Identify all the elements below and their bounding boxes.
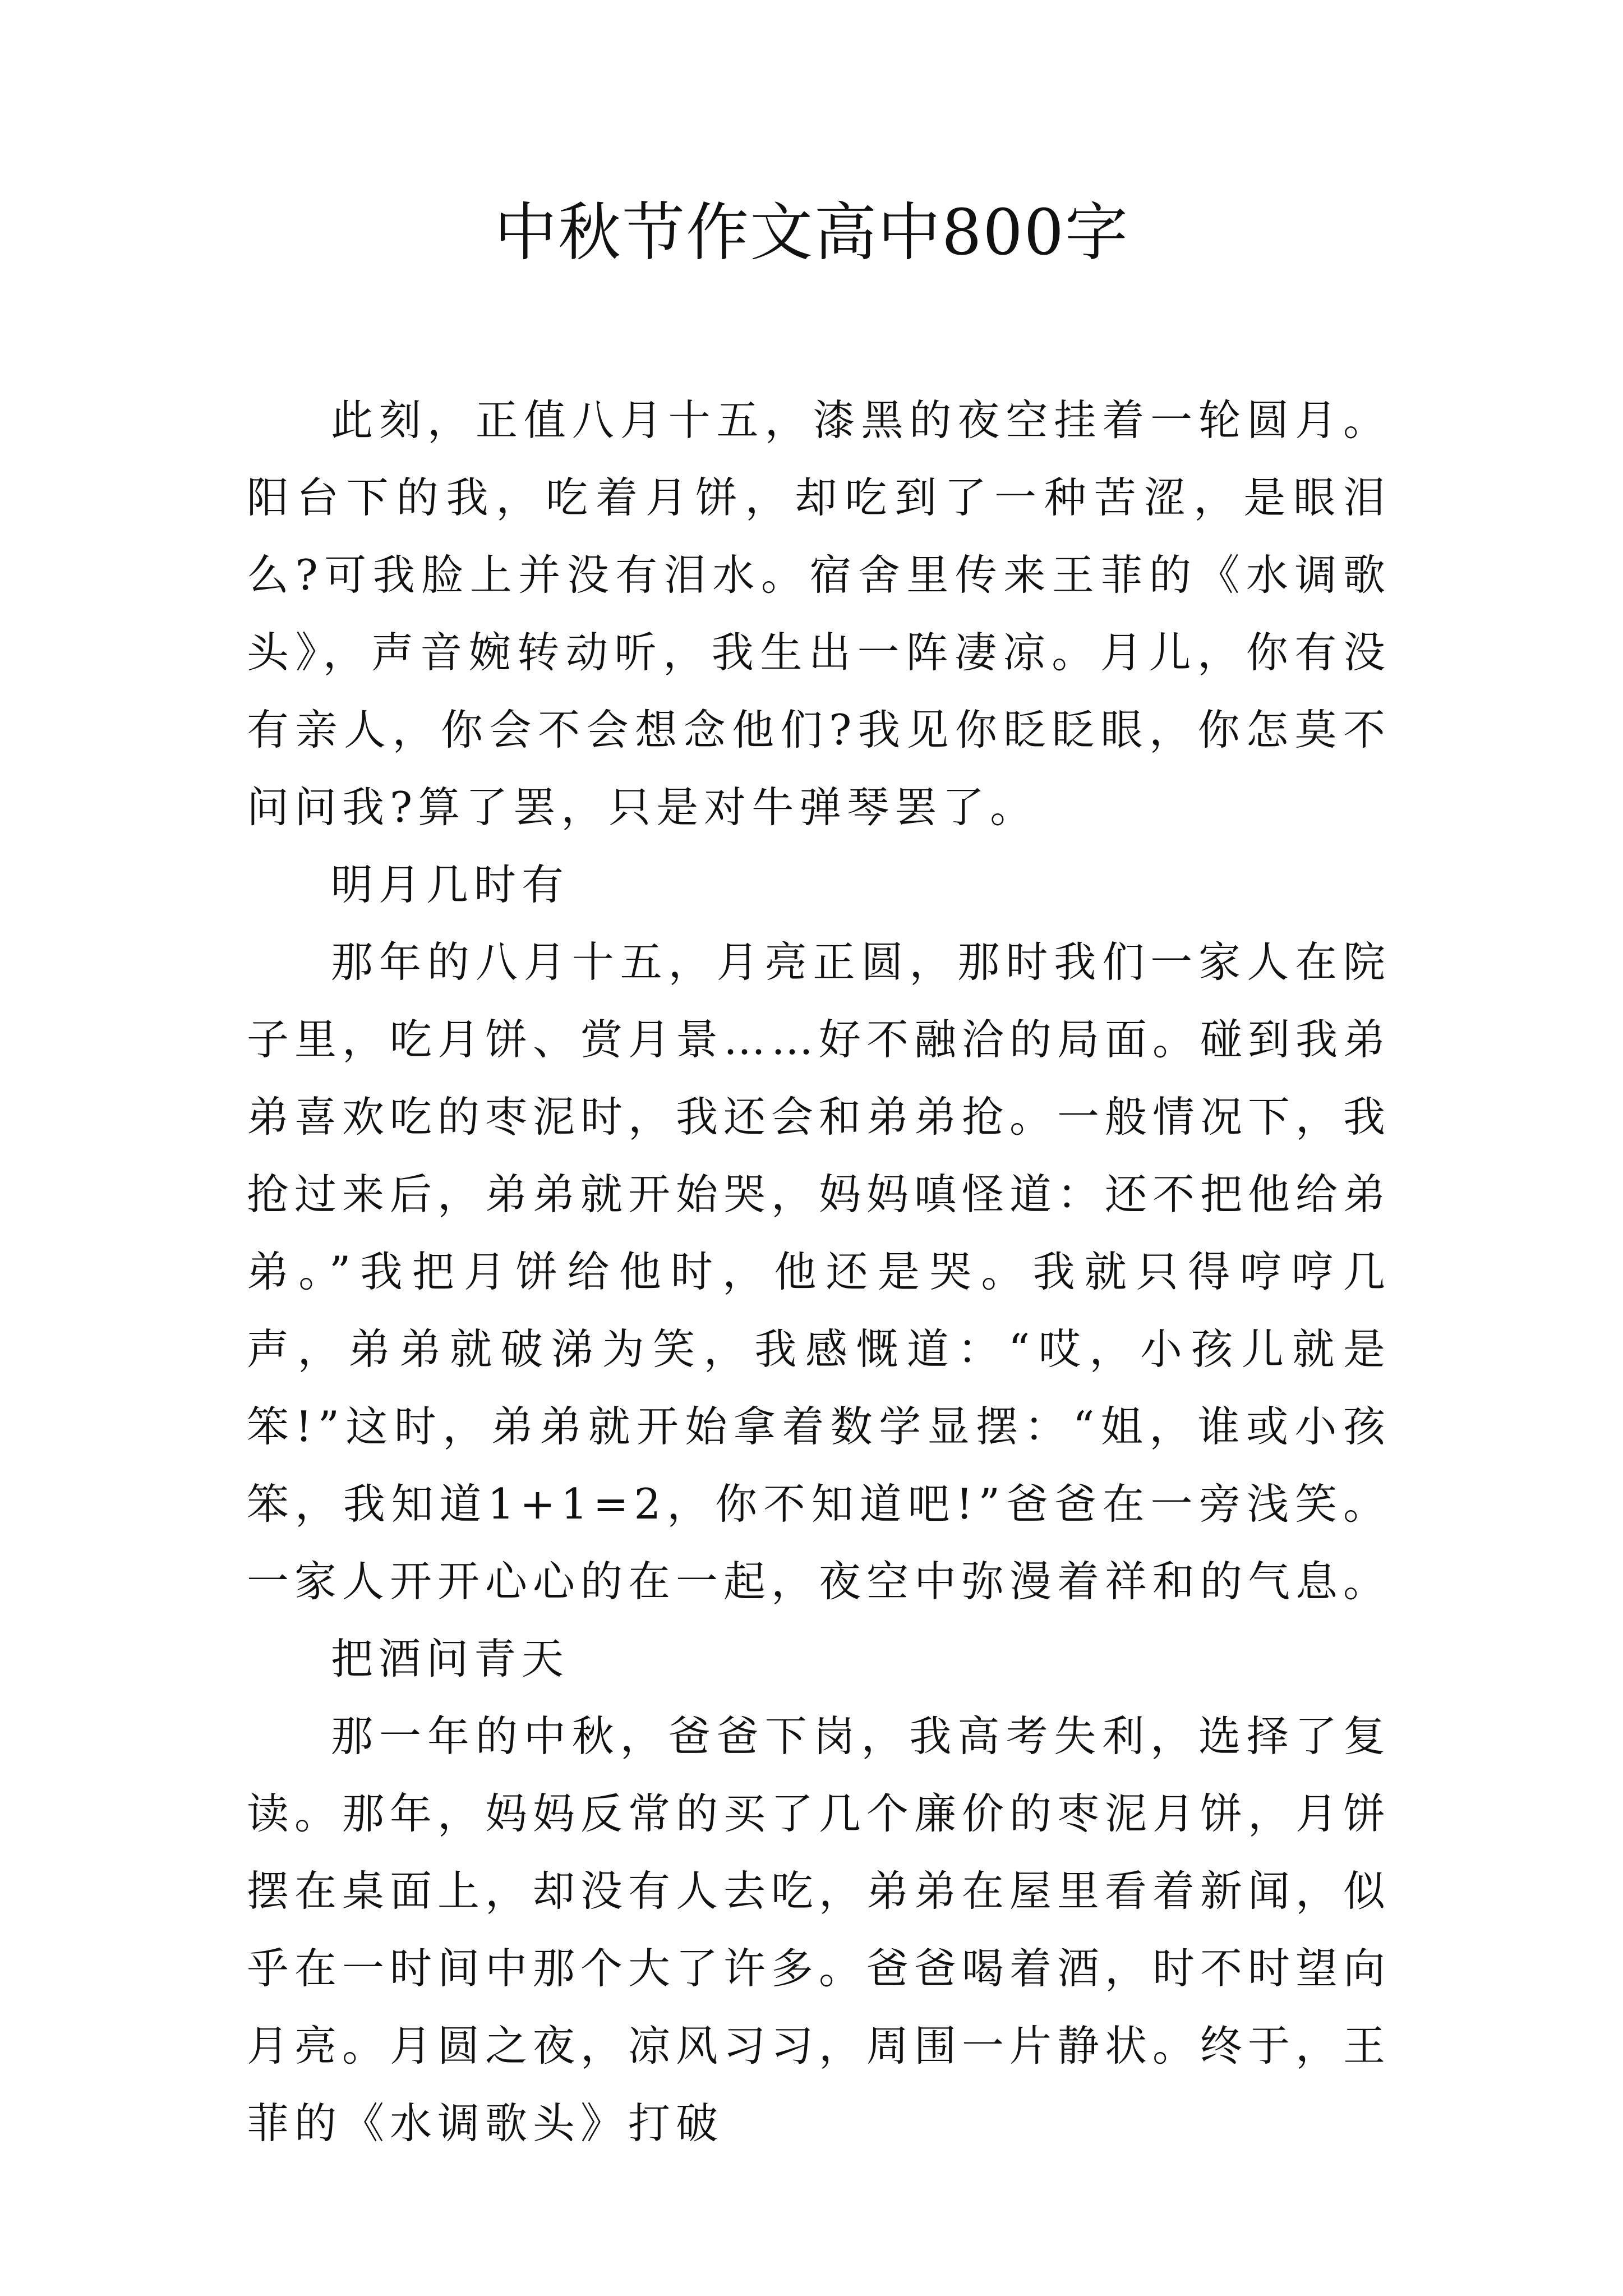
paragraph-intro: 此刻，正值八月十五，漆黑的夜空挂着一轮圆月。阳台下的我，吃着月饼，却吃到了一种苦涩，是眼泪么?可我脸上并没有泪水。宿舍里传来王菲的《水调歌头》，声音婉转动听，我生出一阵凄凉。月儿，你有没有亲人，你会不会想念他们?我见你眨眨眼，你怎莫不问问我?算了罢，只是对牛弹琴罢了。 (247, 395, 1391, 832)
document-title: 中秋节作文高中800字 (494, 196, 1129, 269)
section-heading-1: 明月几时有 (331, 860, 570, 909)
paragraph-memory: 那年的八月十五，月亮正圆，那时我们一家人在院子里，吃月饼、赏月景……好不融洽的局面。碰到我弟弟喜欢吃的枣泥时，我还会和弟弟抢。一般情况下，我抢过来后，弟弟就开始哭，妈妈嗔怪道：还不把他给弟弟。”我把月饼给他时，他还是哭。我就只得哼哼几声，弟弟就破涕为笑，我感慨道：“哎，小孩儿就是笨!”这时，弟弟就开始拿着数学显摆：“姐，谁或小孩笨，我知道1+1=2，你不知道吧!”爸爸在一旁浅笑。一家人开开心心的在一起，夜空中弥漫着祥和的气息。 (247, 937, 1391, 1606)
paragraph-hard-year: 那一年的中秋，爸爸下岗，我高考失利，选择了复读。那年，妈妈反常的买了几个廉价的枣泥月饼，月饼摆在桌面上，却没有人去吃，弟弟在屋里看着新闻，似乎在一时间中那个大了许多。爸爸喝着酒，时不时望向月亮。月圆之夜，凉风习习，周围一片静状。终于，王菲的《水调歌头》打破 (247, 1711, 1391, 2148)
document-body (247, 381, 1391, 2162)
section-heading-2: 把酒问青天 (331, 1634, 570, 1683)
